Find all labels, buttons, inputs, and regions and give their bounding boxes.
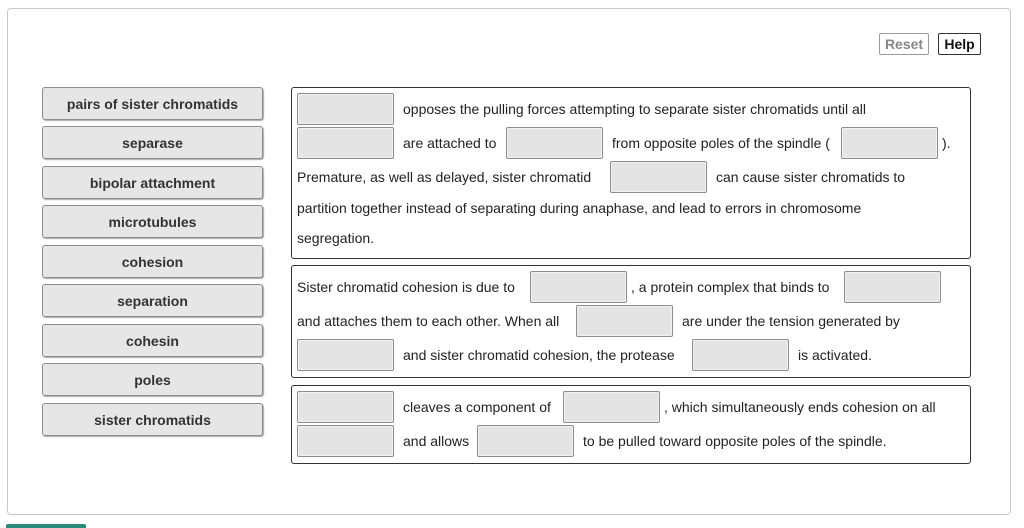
sentence-text: from opposite poles of the spindle ( <box>612 135 830 151</box>
sentence-text: and sister chromatid cohesion, the protease <box>403 347 675 363</box>
sentence-text: are under the tension generated by <box>682 313 900 329</box>
drop-target-g2-4[interactable] <box>297 339 394 371</box>
sentence-text: and attaches them to each other. When all <box>297 313 560 329</box>
drop-target-g1-3[interactable] <box>506 127 603 159</box>
drop-target-g3-1[interactable] <box>297 391 394 423</box>
sentence-text: , which simultaneously ends cohesion on all <box>664 399 936 415</box>
label-pairs-of-sister-chromatids[interactable]: pairs of sister chromatids <box>42 87 263 120</box>
sentence-text: segregation. <box>297 230 375 246</box>
label-microtubules[interactable]: microtubules <box>42 205 263 238</box>
sentence-text: is activated. <box>798 347 872 363</box>
label-separase[interactable]: separase <box>42 126 263 159</box>
drop-target-g3-3[interactable] <box>297 425 394 457</box>
label-separation[interactable]: separation <box>42 284 263 317</box>
help-button[interactable]: Help <box>938 33 981 55</box>
drop-target-g2-3[interactable] <box>576 305 673 337</box>
sentence-text: to be pulled toward opposite poles of the spindle. <box>583 433 887 449</box>
sentence-text: opposes the pulling forces attempting to separate sister chromatids until all <box>403 101 867 117</box>
drop-target-g2-2[interactable] <box>844 271 941 303</box>
sentence-text: are attached to <box>403 135 497 151</box>
drop-target-g3-2[interactable] <box>563 391 660 423</box>
drop-target-g3-4[interactable] <box>477 425 574 457</box>
label-poles[interactable]: poles <box>42 363 263 396</box>
drop-target-g1-1[interactable] <box>297 93 394 125</box>
drop-target-g2-5[interactable] <box>692 339 789 371</box>
sentence-text: cleaves a component of <box>403 399 551 415</box>
sentence-text: ). <box>942 135 951 151</box>
drop-target-g2-1[interactable] <box>530 271 627 303</box>
sentence-text: partition together instead of separating during anaphase, and lead to errors in chromosome <box>297 200 862 216</box>
label-cohesin[interactable]: cohesin <box>42 324 263 357</box>
reset-button[interactable]: Reset <box>879 33 929 55</box>
label-bipolar-attachment[interactable]: bipolar attachment <box>42 166 263 199</box>
sentence-text: Sister chromatid cohesion is due to <box>297 279 515 295</box>
drop-target-g1-2[interactable] <box>297 127 394 159</box>
sentence-text: Premature, as well as delayed, sister chromatid <box>297 169 592 185</box>
drop-target-g1-5[interactable] <box>610 161 707 193</box>
sentence-text: and allows <box>403 433 470 449</box>
sentence-text: can cause sister chromatids to <box>716 169 906 185</box>
drop-target-g1-4[interactable] <box>841 127 938 159</box>
sentence-text: , a protein complex that binds to <box>631 279 830 295</box>
label-sister-chromatids[interactable]: sister chromatids <box>42 403 263 436</box>
label-cohesion[interactable]: cohesion <box>42 245 263 278</box>
submit-button-edge[interactable] <box>6 524 86 528</box>
